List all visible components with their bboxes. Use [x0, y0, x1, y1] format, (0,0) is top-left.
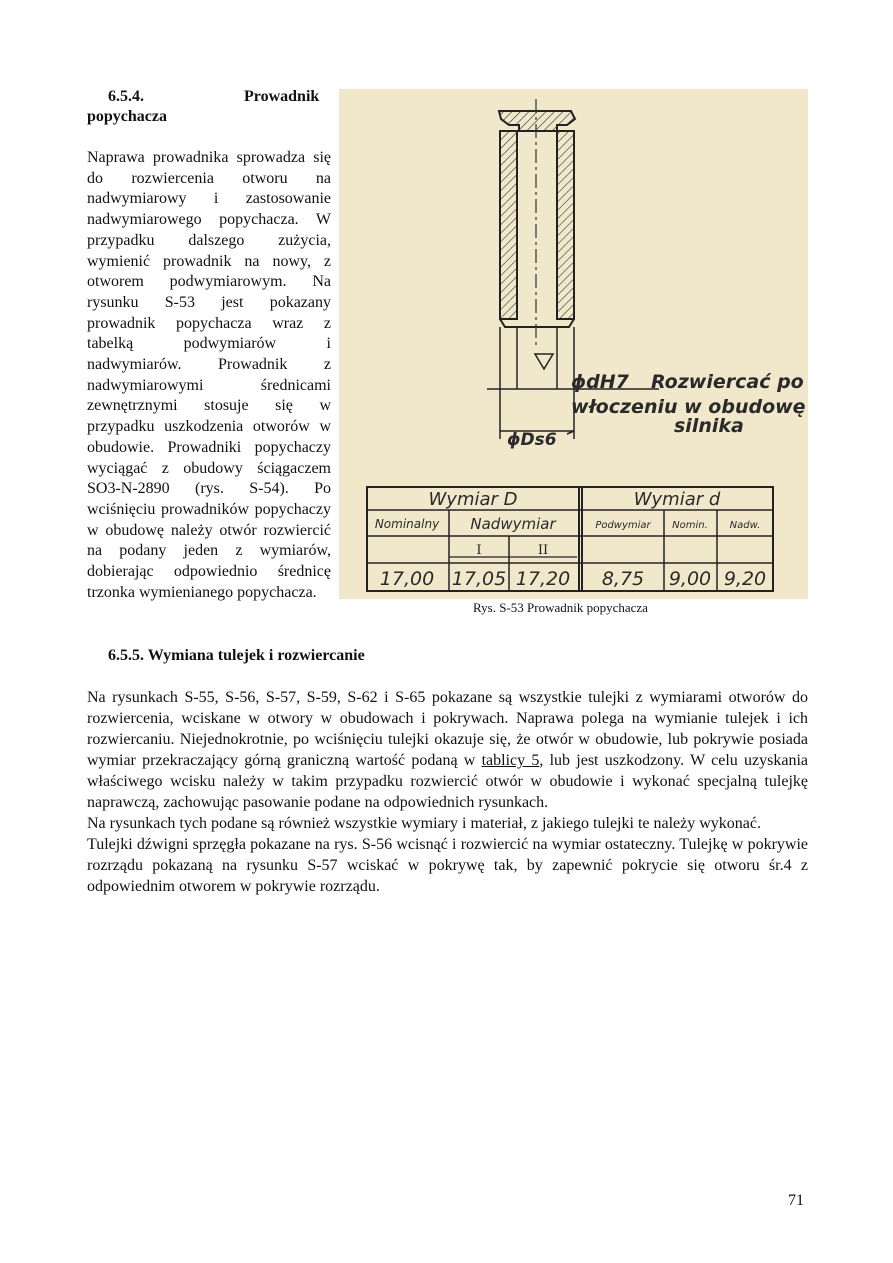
- table-sub-II: II: [537, 543, 549, 558]
- section-title-word2: popychacza: [87, 108, 167, 125]
- paragraph1-text-end: , lub jest uszkodzony. W celu uzyskania właściwego wcisku należy w takim przypadku rozwiercić otwór w obudowie i wykonać specjalną tulejkę naprawczą, zachowując pasowanie podane na odpowiednich rysunkach.: [87, 752, 808, 811]
- table5-link[interactable]: tablicy 5: [481, 752, 540, 769]
- table-group-D: Wymiar D: [428, 489, 518, 510]
- page-number: 71: [788, 1192, 804, 1209]
- outer-label: ϕDs6: [507, 430, 557, 450]
- section2-body: [87, 687, 808, 897]
- table-col-under: Podwymiar: [595, 520, 651, 531]
- figure-caption: Rys. S-53 Prowadnik popychacza: [473, 600, 648, 615]
- table-value: 8,75: [601, 568, 645, 590]
- bore-label: ϕdH7: [571, 371, 629, 393]
- pusher-guide-drawing: [339, 89, 808, 599]
- table-col-nomin: Nomin.: [672, 520, 708, 531]
- guide-section: [499, 99, 575, 349]
- table-value: 17,20: [515, 568, 571, 590]
- left-paragraph: Naprawa prowadnika sprowadza się do rozwiercenia otworu na nadwymiarowy i zastosowanie nadwymiarowego popychacza. W przypadku dalszego zużycia, wymienić prowadnik na nowy, z otworem podwymiarowym. Na rysunku S-53 jest pokazany prowadnik popychacza wraz z tabelką podwymiarów i nadwymiarów. Prowadnik z nadwymiarowymi średnicami zewnętrznymi stosuje się w przypadku uszkodzenia otworów w obudowie. Prowadniki popychaczy wyciągać z obudowy ściągaczem SO3-N-2890 (rys. S-54). Po wciśnięciu prowadników popychaczy w obudowę należy otwór rozwiercić na podany jeden z wymiarów, dobierając odpowiednio średnicę trzonka wymienianego popychacza.: [87, 149, 331, 601]
- section-title-word1: Prowadnik: [244, 88, 320, 105]
- table-col-nadw: Nadw.: [729, 520, 761, 531]
- note-line1: Rozwiercać po: [651, 371, 804, 393]
- section2-paragraph2: Na rysunkach tych podane są również wszystkie wymiary i materiał, z jakiego tulejki te należy wykonać.: [87, 815, 761, 832]
- table-col-nominal: Nominalny: [374, 517, 440, 531]
- table-value: 9,20: [723, 568, 767, 590]
- table-group-d: Wymiar d: [633, 489, 721, 510]
- figure-s53: [339, 89, 808, 599]
- paragraph1-text: Na rysunkach S-55, S-56, S-57, S-59, S-62 i S-65 pokazane są wszystkie tulejki z wymiarami otworów do rozwiercenia, wciskane w otwory w obudowach i pokrywach. Naprawa polega na wymianie tulejek i ich rozwiercaniu. Niejednokrotnie, po wciśnięciu tulejki okazuje się, że otwór w obudowie, lub pokrywie posiada wymiar przekraczający górną graniczną wartość podaną w: [87, 689, 808, 769]
- table-value: 9,00: [668, 568, 712, 590]
- table-value: 17,05: [451, 568, 507, 590]
- table-value: 17,00: [379, 568, 435, 590]
- table-col-oversize: Nadwymiar: [470, 515, 556, 533]
- note-line2: włoczeniu w obudowę: [571, 396, 806, 418]
- section-number: 6.5.4.: [108, 88, 144, 105]
- section2-paragraph1: [87, 687, 808, 813]
- note-line3: silnika: [674, 415, 744, 437]
- section2-heading: 6.5.5. Wymiana tulejek i rozwiercanie: [108, 647, 365, 664]
- section2-paragraph3: Tulejki dźwigni sprzęgła pokazane na rys. S-56 wcisnąć i rozwiercić na wymiar ostateczny. Tulejkę w pokrywie rozrządu pokazaną na rysunku S-57 wciskać w pokrywę tak, by zapewnić pokrycie się otworu śr.4 z odpowiednim otworem w pokrywie rozrządu.: [87, 836, 808, 895]
- table-sub-I: I: [476, 543, 482, 558]
